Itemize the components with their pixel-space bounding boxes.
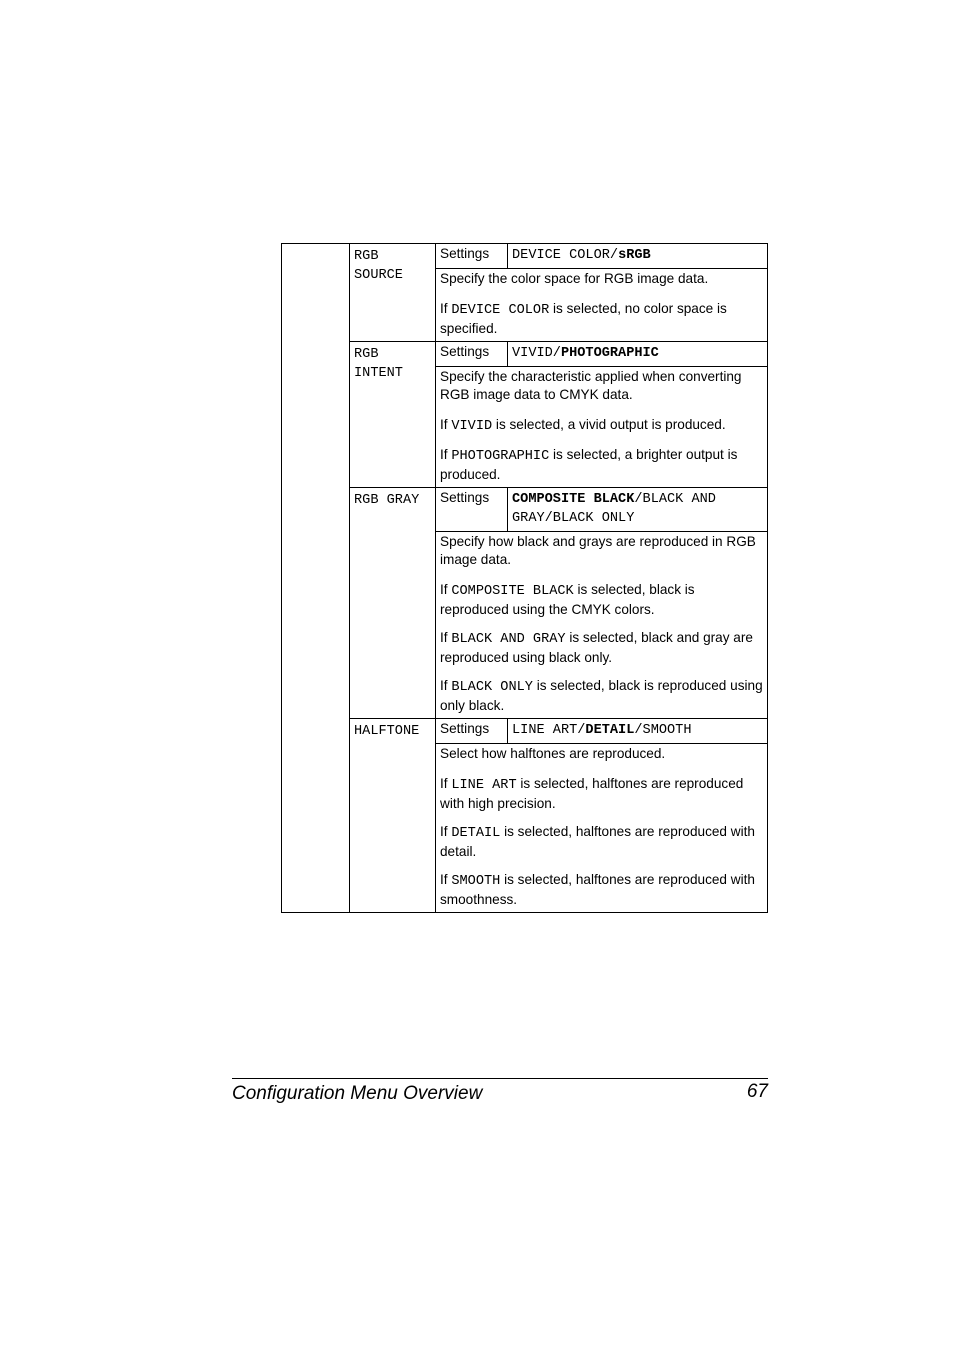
footer-title: Configuration Menu Overview (232, 1083, 483, 1104)
item-name-rgb-gray: RGB GRAY (350, 488, 436, 719)
menu-table (281, 243, 768, 913)
settings-value: LINE ART/DETAIL/SMOOTH (508, 719, 768, 744)
settings-value: VIVID/PHOTOGRAPHIC (508, 342, 768, 367)
description-paragraph: If PHOTOGRAPHIC is selected, a brighter output is produced. (440, 447, 738, 482)
description-paragraph: If DETAIL is selected, halftones are reproduced with detail. (440, 824, 755, 859)
item-name-halftone: HALFTONE (350, 719, 436, 913)
table-row (282, 488, 768, 532)
table-row (282, 719, 768, 744)
description-paragraph: If BLACK AND GRAY is selected, black and gray are reproduced using black only. (440, 630, 753, 665)
description (436, 269, 768, 342)
description-paragraph: If DEVICE COLOR is selected, no color space is specified. (440, 301, 727, 336)
description-paragraph: Specify the color space for RGB image data. (440, 271, 709, 286)
description-paragraph: If LINE ART is selected, halftones are reproduced with high precision. (440, 776, 744, 811)
description (436, 532, 768, 719)
settings-label: Settings (436, 342, 508, 367)
description-paragraph: If VIVID is selected, a vivid output is produced. (440, 417, 726, 434)
settings-label: Settings (436, 719, 508, 744)
item-name-rgb-intent: RGB INTENT (350, 342, 436, 488)
blank-column (282, 244, 350, 913)
table-row (282, 342, 768, 367)
settings-value: DEVICE COLOR/sRGB (508, 244, 768, 269)
table-row (282, 244, 768, 269)
settings-label: Settings (436, 244, 508, 269)
description-paragraph: If BLACK ONLY is selected, black is reproduced using only black. (440, 678, 763, 713)
description-paragraph: Specify how black and grays are reproduced in RGB image data. (440, 534, 756, 567)
settings-value: COMPOSITE BLACK/BLACK AND GRAY/BLACK ONLY (508, 488, 768, 532)
description (436, 367, 768, 488)
description-paragraph: If SMOOTH is selected, halftones are reproduced with smoothness. (440, 872, 755, 907)
footer-divider (232, 1078, 768, 1079)
description-paragraph: Specify the characteristic applied when converting RGB image data to CMYK data. (440, 369, 742, 402)
page-number: 67 (746, 1081, 768, 1102)
description (436, 744, 768, 913)
description-paragraph: Select how halftones are reproduced. (440, 746, 666, 761)
settings-label: Settings (436, 488, 508, 532)
item-name-rgb-source: RGB SOURCE (350, 244, 436, 342)
description-paragraph: If COMPOSITE BLACK is selected, black is reproduced using the CMYK colors. (440, 582, 695, 617)
